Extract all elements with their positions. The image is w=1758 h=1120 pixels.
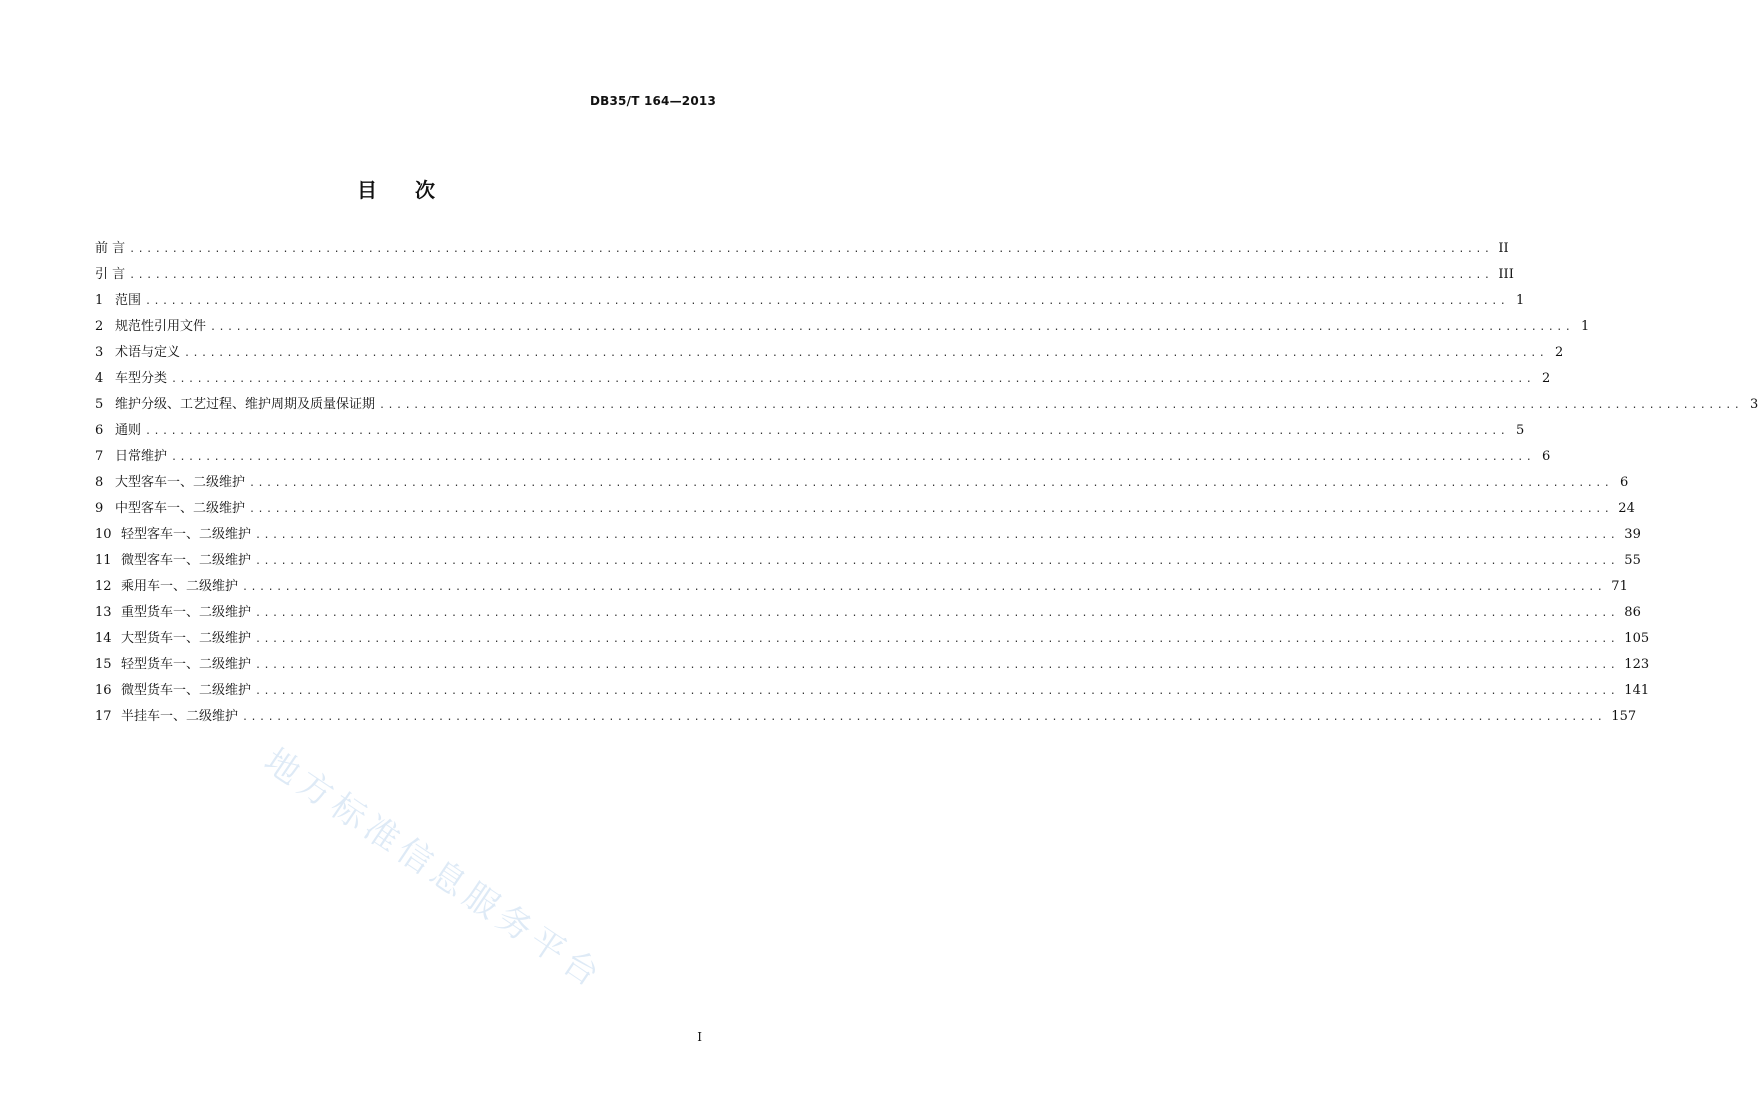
toc-entry-number: 2 [95,319,104,334]
toc-entry-9[interactable] [95,496,1635,522]
toc-entry-label: 重型货车一、二级维护 [121,605,252,620]
toc-entry-label: 大型货车一、二级维护 [121,631,252,646]
toc-entry-label: 微型客车一、二级维护 [121,553,252,568]
toc-entry-number: 6 [95,423,104,438]
toc-dot-leader: ................................................................................................................................................................ [184,348,1548,359]
toc-dot-leader: ................................................................................................................................................................ [145,296,1509,307]
toc-entry-8[interactable] [95,470,1629,496]
toc-entry-14[interactable] [95,626,1650,652]
toc-entry-1[interactable] [95,288,1525,314]
watermark: 地方标准信息服务平台 [256,740,611,998]
toc-entry-page: 2 [1542,371,1551,386]
toc-dot-leader: ................................................................................................................................................................ [210,322,1574,333]
toc-dot-leader: ................................................................................................................................................................ [171,374,1535,385]
toc-entry-page: 86 [1624,605,1641,620]
toc-entry-label: 范围 [115,293,142,308]
toc-entry-number: 14 [95,631,112,646]
toc-entry-foreword[interactable] [95,236,1509,262]
toc-entry-5[interactable] [95,392,1758,418]
toc-entry-13[interactable] [95,600,1641,626]
toc-entry-page: 71 [1611,579,1628,594]
toc-entry-label: 微型货车一、二级维护 [121,683,252,698]
toc-entry-page: 6 [1542,449,1551,464]
toc-dot-leader: ................................................................................................................................................................ [242,712,1606,723]
page-number: I [697,1030,702,1044]
toc-entry-page: 141 [1624,683,1650,698]
toc-entry-number: 1 [95,293,104,308]
toc-entry-number: 8 [95,475,104,490]
toc-entry-label: 术语与定义 [115,345,181,360]
toc-entry-label: 乘用车一、二级维护 [121,579,239,594]
toc-entry-number: 16 [95,683,112,698]
toc-entry-page: III [1498,267,1514,282]
toc-dot-leader: ................................................................................................................................................................ [171,452,1535,463]
toc-entry-page: 6 [1620,475,1629,490]
toc-dot-leader: ................................................................................................................................................................ [255,634,1619,645]
toc-entry-2[interactable] [95,314,1590,340]
toc-entry-label: 日常维护 [115,449,168,464]
toc-entry-16[interactable] [95,678,1650,704]
toc-entry-page: 39 [1624,527,1641,542]
toc-entry-label: 轻型客车一、二级维护 [121,527,252,542]
toc-entry-number: 15 [95,657,112,672]
toc-entry-page: 55 [1624,553,1641,568]
toc-entry-4[interactable] [95,366,1551,392]
toc-entry-label: 轻型货车一、二级维护 [121,657,252,672]
toc-entry-number: 3 [95,345,104,360]
toc-entry-page: 105 [1624,631,1650,646]
toc-entry-15[interactable] [95,652,1650,678]
page-title [0,174,792,203]
toc-entry-number: 11 [95,553,112,568]
toc-entry-page: 1 [1581,319,1590,334]
toc-dot-leader: ................................................................................................................................................................ [145,426,1509,437]
table-of-contents [95,236,1758,730]
toc-dot-leader: ................................................................................................................................................................ [255,608,1619,619]
toc-entry-label: 前 言 [95,241,126,256]
toc-dot-leader: ................................................................................................................................................................ [255,686,1619,697]
toc-dot-leader: ................................................................................................................................................................ [255,660,1619,671]
toc-entry-page: 157 [1611,709,1637,724]
toc-entry-6[interactable] [95,418,1525,444]
toc-entry-number: 12 [95,579,112,594]
toc-entry-10[interactable] [95,522,1641,548]
toc-entry-page: 3 [1750,397,1758,412]
toc-entry-7[interactable] [95,444,1551,470]
toc-dot-leader: ................................................................................................................................................................ [255,530,1619,541]
toc-entry-17[interactable] [95,704,1637,730]
toc-entry-3[interactable] [95,340,1564,366]
toc-entry-page: 2 [1555,345,1564,360]
toc-entry-page: 24 [1618,501,1635,516]
toc-entry-number: 4 [95,371,104,386]
toc-entry-label: 车型分类 [115,371,168,386]
toc-entry-label: 半挂车一、二级维护 [121,709,239,724]
toc-entry-label: 通则 [115,423,142,438]
toc-dot-leader: ................................................................................................................................................................ [129,270,1493,281]
toc-dot-leader: ................................................................................................................................................................ [129,244,1493,255]
toc-entry-label: 中型客车一、二级维护 [115,501,246,516]
toc-entry-label: 规范性引用文件 [115,319,207,334]
toc-entry-label: 大型客车一、二级维护 [115,475,246,490]
toc-entry-number: 7 [95,449,104,464]
toc-entry-page: 123 [1624,657,1650,672]
toc-entry-number: 5 [95,397,104,412]
title-char-1: 目 [357,178,377,202]
toc-entry-page: 1 [1516,293,1525,308]
toc-entry-label: 引 言 [95,267,126,282]
toc-dot-leader: ................................................................................................................................................................ [255,556,1619,567]
title-char-2: 次 [415,178,435,202]
toc-entry-11[interactable] [95,548,1641,574]
toc-dot-leader: ................................................................................................................................................................ [249,478,1613,489]
toc-entry-number: 13 [95,605,112,620]
toc-entry-introduction[interactable] [95,262,1514,288]
toc-entry-number: 9 [95,501,104,516]
toc-dot-leader: ................................................................................................................................................................ [379,400,1743,411]
toc-entry-12[interactable] [95,574,1628,600]
toc-entry-number: 17 [95,709,112,724]
toc-entry-page: 5 [1516,423,1525,438]
toc-dot-leader: ................................................................................................................................................................ [242,582,1606,593]
document-code: DB35/T 164—2013 [590,94,716,108]
toc-entry-label: 维护分级、工艺过程、维护周期及质量保证期 [115,397,376,412]
toc-dot-leader: ................................................................................................................................................................ [249,504,1613,515]
toc-entry-page: II [1498,241,1509,256]
toc-entry-number: 10 [95,527,112,542]
